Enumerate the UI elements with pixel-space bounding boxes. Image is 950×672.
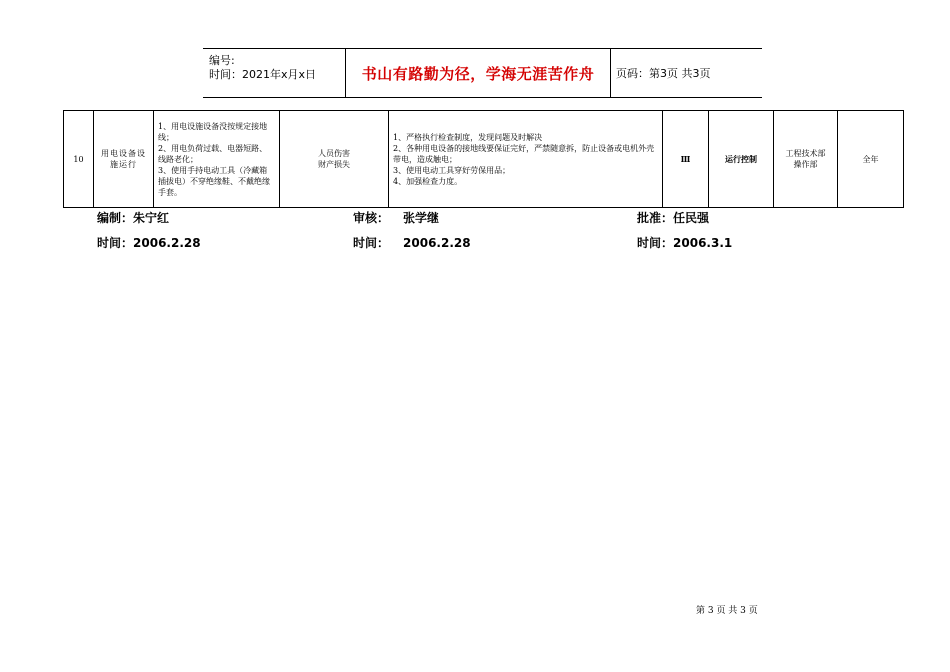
row-consequences: 人员伤害 财产损失: [280, 111, 389, 208]
time3-value: 2006.3.1: [673, 236, 733, 250]
header-motto: 书山有路勤为径，学海无涯苦作舟: [361, 64, 595, 83]
compiled-by: [97, 209, 169, 226]
page-footer: 第 3 页 共 3 页: [696, 606, 758, 616]
header-page-cell: [610, 49, 762, 97]
compiled-time: [97, 234, 201, 251]
row-hazard-causes: 1、用电设施设备没按规定接地线； 2、用电负荷过载、电器短路、线路老化； 3、使用手持电动工具（冷藏箱插拔电）不穿绝缘鞋、不戴绝缘手套。: [154, 111, 280, 208]
compiled-name: 朱宁红: [133, 211, 170, 225]
time2-value: 2006.2.28: [403, 236, 471, 250]
time1-label: 时间：: [97, 236, 134, 250]
row-number: 10: [64, 111, 94, 208]
time3-label: 时间：: [637, 236, 674, 250]
reviewed-by: [353, 209, 439, 226]
page-header: [203, 48, 762, 98]
time1-value: 2006.2.28: [133, 236, 201, 250]
approve-name: 任民强: [673, 211, 710, 225]
header-info: [203, 49, 345, 97]
compiled-label: 编制：: [97, 211, 134, 225]
row-activity: 用电设备设施运行: [94, 111, 154, 208]
review-name: 张学继: [403, 211, 440, 225]
risk-table: [63, 110, 904, 208]
header-page-info: 页码：第3页 共3页: [616, 67, 711, 80]
row-control-measures: 1、严格执行检查制度，发现问题及时解决 2、各种用电设备的接地线要保证完好，严禁随意拆，防止设备或电机外壳带电，造成触电； 3、使用电动工具穿好劳保用品； 4、加强检查力度。: [389, 111, 663, 208]
time2-label: 时间：: [353, 236, 390, 250]
row-time: 全年: [838, 111, 904, 208]
table-row: [64, 111, 904, 208]
header-motto-cell: [345, 49, 611, 97]
document-number-label: 编号:: [209, 54, 235, 67]
review-time: [353, 234, 471, 251]
row-risk-level: Ⅲ: [663, 111, 709, 208]
review-label: 审核：: [353, 211, 390, 225]
document-time-label: 时间：2021年x月x日: [209, 68, 317, 81]
approve-time: [637, 234, 732, 251]
row-control-method: 运行控制: [709, 111, 774, 208]
approved-by: [637, 209, 709, 226]
row-department: 工程技术部 操作部: [774, 111, 838, 208]
approve-label: 批准：: [637, 211, 674, 225]
